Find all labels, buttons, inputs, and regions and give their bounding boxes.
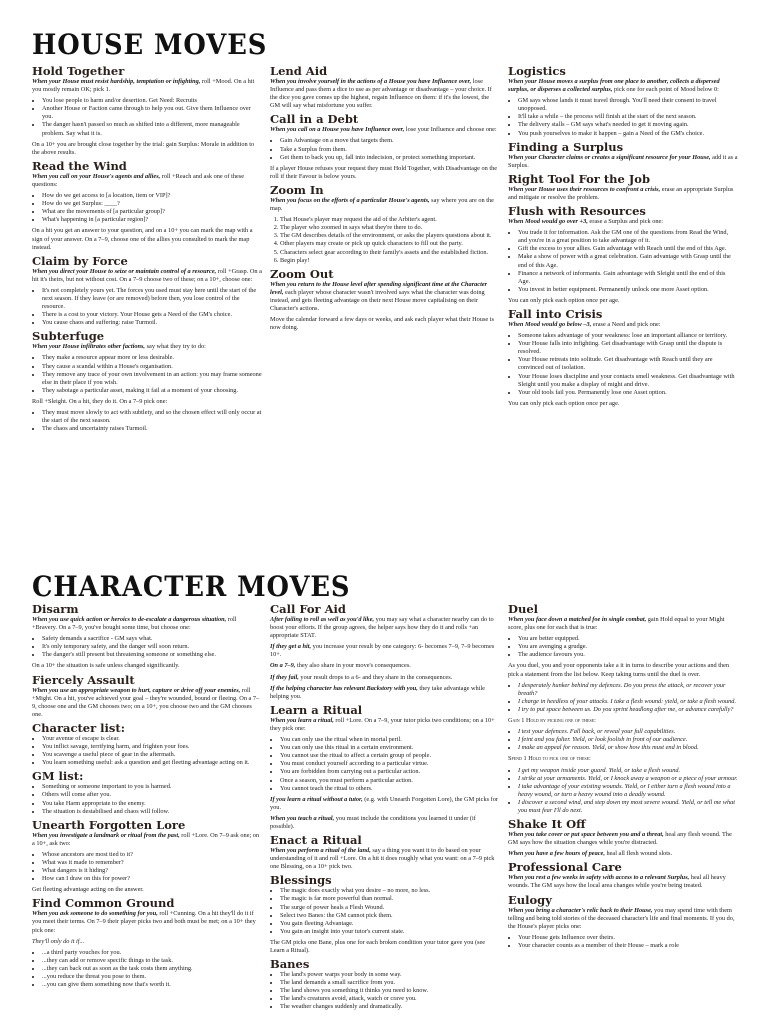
list-item: • They remove any trace of your own involvement in an action: you may frame someone else in their place if you wish. [42, 371, 262, 387]
list-item: • They cause a scandal within a House's organisation. [42, 363, 262, 371]
move-text: As you duel, you and your opponents take a it in turns to describe your actions and then pick a statement from the list below. Keep taking turns until the duel is over. [508, 662, 730, 678]
option-list [518, 682, 738, 714]
move-trigger: On a 7–9, [270, 662, 296, 670]
move-text: You can only pick each option once per age. [508, 399, 620, 407]
option-list [42, 287, 262, 327]
move-text: erase an appropriate Surplus and mitigate or resolve the problem. [508, 185, 734, 201]
list-item: • Your character counts as a member of their House – mark a role [518, 942, 738, 950]
move-trigger: When your House infiltrates other factions, [32, 343, 146, 351]
move-title: Professional Care [508, 860, 622, 875]
move-trigger: When you involve yourself in the actions of a House you have Influence over, [270, 78, 472, 85]
move-text: roll +Grasp. On a hit it's theirs, but not without cost. On a 7–9 choose two of these; on a 10+, choose one: [32, 267, 262, 283]
list-item: • Your avenue of escape is clear. [42, 735, 262, 743]
list-item: • ...they can add or remove specific things to the task. [42, 957, 262, 965]
list-item: • Gift the excess to your allies. Gain advantage with Reach until the end of this Age. [518, 245, 738, 253]
move-trigger: When you teach a ritual, [270, 814, 335, 822]
move-text: roll +Lore. On a 7–9, your tutor picks two conditions; on a 10+ they pick one: [270, 716, 495, 732]
list-item: • How can I draw on this for power? [42, 875, 262, 883]
list-item: • Someone takes advantage of your weakness: lose an important alliance or territory. [518, 332, 738, 340]
list-item: • I get my weapon inside your guard. Yield, or take a flesh wound. [518, 767, 738, 775]
move-title: Fall into Crisis [508, 306, 603, 321]
move-text: erase a Surplus and pick one: [587, 218, 664, 226]
list-item: • You cause chaos and suffering: raise Turmoil. [42, 319, 262, 327]
move-text: you may say what a character nearby can do to boost your efforts. If the group agrees, the helper says how they do it and rolls +an appropriate STAT. [270, 616, 494, 640]
move-text: roll +Cunning. On a hit they'll do it if you meet their terms. On 7–9 their player picks two and both must be met; on a 10+ they pick one: [32, 910, 256, 934]
list-item: • I feint and you falter. Yield, or look foolish in front of our audience. [518, 736, 738, 744]
move-text: On a hit you get an answer to your question, and on a 10+ you can mark the map with a sign of your answer. On a 7–9, choose one of the allies you consulted to mark the map instead. [32, 227, 253, 251]
move-trigger: If they fail, [270, 673, 299, 681]
move-trigger: After failing to roll as well as you'd like, [270, 616, 375, 623]
move-title: Claim by Force [32, 253, 128, 268]
list-title: GM list: [32, 769, 84, 784]
list-item: • What are the movements of [a particular group]? [42, 208, 262, 216]
list-item: • I charge in heedless of your attacks. I take a flesh wound: yield, or take a flesh wound. [518, 698, 738, 706]
move-trigger: If they get a hit, [270, 643, 312, 651]
move-title: Read the Wind [32, 158, 127, 173]
list-item: • The land shows you something it thinks you need to know. [280, 987, 500, 995]
move-title: Lend Aid [270, 64, 328, 78]
move-text: Roll +Sleight. On a hit, they do it. On a 7–9 pick one: [32, 397, 168, 405]
option-list [42, 851, 262, 883]
character-title: CHARACTER MOVES [32, 570, 351, 603]
move-trigger: If the helping character has relevant Backstory with you, [270, 684, 418, 692]
house-col-2 [270, 62, 500, 335]
list-item: • The delivery stalls – GM says what's needed to get it moving again. [518, 121, 738, 129]
move-text: heal any flesh wound. The GM says how the situation changes while you're distracted. [508, 831, 732, 847]
list-item: • Gain Advantage on a move that targets them. [280, 137, 500, 145]
option-list [42, 635, 262, 659]
option-list [518, 728, 738, 752]
move-title: Call in a Debt [270, 112, 359, 127]
move-trigger: When you have a few hours of peace, [508, 850, 605, 858]
list-item: • It'll take a while – the process will finish at the start of the next season. [518, 113, 738, 121]
list-item: • You can only use the ritual when in mortal peril. [280, 736, 500, 744]
move-title: Zoom In [270, 182, 324, 197]
move-text: On a 10+ you are brought close together by the trial: gain Surplus: Morale in addition to the above results. [32, 140, 255, 156]
list-item: • They sabotage a particular asset, making it fail at a moment of your choosing. [42, 387, 262, 395]
move-trigger: When you use quick action or heroics to de-escalate a dangerous situation, [32, 616, 227, 623]
move-title: Learn a Ritual [270, 702, 363, 717]
list-item: • I try to put space between us. Do you sprint headlong after me, or advance carefully? [518, 706, 738, 714]
list-item: • What dangers is it hiding? [42, 867, 262, 875]
list-item: • How do we get access to [a location, item or VIP]? [42, 192, 262, 200]
move-trigger: When you investigate a landmark or ritual from the past, [32, 831, 180, 839]
move-text: add it as a Surplus. [508, 153, 738, 169]
move-text: roll +Lore. On 7–9 ask one; on a 10+, ask two: [32, 831, 260, 847]
sub-label: Gain 1 Hold by picking one of these: [508, 717, 596, 725]
move-trigger: When your Character claims or creates a significant resource for your House, [508, 153, 711, 161]
move-text: You can only pick each option once per age. [508, 296, 620, 304]
char-col-2 [270, 600, 500, 1015]
list-item: • Another House or Faction came through to help you out. Give them Influence over you. [42, 105, 262, 121]
move-title: Logistics [508, 64, 566, 78]
move-trigger: When Mood would go over +3, [508, 218, 588, 226]
list-item: • You push yourselves to make it happen – gain a Need of the GM's choice. [518, 130, 738, 138]
list-item: • You cannot teach the ritual to others. [280, 785, 500, 793]
move-title: Duel [508, 602, 539, 616]
list-item: • Whose ancestors are most tied to it? [42, 851, 262, 859]
list-item: • ...you can give them something now that's worth it. [42, 981, 262, 989]
step-list [280, 216, 500, 265]
move-text: your result drops to a 6- and they share in the consequences. [298, 673, 453, 681]
move-text: they take advantage while helping you. [270, 684, 485, 700]
list-item: • The land demands a small sacrifice from you. [280, 979, 500, 987]
char-col-1 [32, 600, 262, 992]
move-text: they also share in your move's consequences. [295, 662, 411, 670]
list-item: • The land's power warps your body in some way. [280, 971, 500, 979]
move-text: They'll only do it if... [32, 937, 85, 945]
option-list [280, 887, 500, 936]
list-item: • Your old tools fail you. Permanently lose one Asset option. [518, 389, 738, 397]
move-title: Enact a Ritual [270, 833, 362, 848]
move-title: Shake It Off [508, 817, 586, 832]
list-item: • Your House retreats into solitude. Get disadvantage with Reach until they are convinced out of isolation. [518, 356, 738, 372]
list-item: • ...a third party vouches for you. [42, 949, 262, 957]
list-item: • It's not completely yours yet. The forces you used must stay here until the start of the next season. If they leave (or are removed) before then, you lose control of the resource. [42, 287, 262, 311]
move-trigger: When your House moves a surplus from one place to another, collects a dispersed surplus, or disperses a collected surplus, [508, 78, 720, 94]
move-text: roll +Mood. On a hit you mostly remain OK; pick 1. [32, 78, 255, 94]
move-text: you may spend time with them telling and being told stories of the deceased character's life and final moments. If you do, the House's player picks one: [508, 906, 735, 930]
option-list [280, 137, 500, 161]
move-text: you increase your result by one category: 6- becomes 7–9, 7–9 becomes 10+. [270, 643, 495, 659]
house-col-1 [32, 62, 262, 436]
list-item: 6. Begin play! [280, 257, 500, 265]
house-title: HOUSE MOVES [32, 28, 268, 61]
list-item: • You take Harm appropriate to the enemy. [42, 800, 262, 808]
list-item: 2. The player who zoomed in says what they're there to do. [280, 224, 500, 232]
option-list [518, 635, 738, 659]
list-item: • You cannot use the ritual to affect a certain group of people. [280, 752, 500, 760]
char-col-3 [508, 600, 738, 953]
list-title: Character list: [32, 720, 125, 735]
option-list [518, 767, 738, 816]
move-text: If a player House refuses your request they must Hold Together, with Disadvantage on the roll if their Favour is below yours. [270, 164, 498, 180]
list-item: • I discover a second wind, and step down my most severe wound. Yield, or tell me what you must fear I'll do next. [518, 799, 738, 815]
list-item: • The situation is destabilised and chaos will follow. [42, 808, 262, 816]
list-item: • You are avenging a grudge. [518, 643, 738, 651]
list-item: • You can only use this ritual in a certain environment. [280, 744, 500, 752]
option-list [280, 971, 500, 1011]
move-text: The GM picks one Bane, plus one for each broken condition your tutor gave you (see Learn a Ritual). [270, 938, 486, 954]
move-trigger: When you bring a character's relic back to their House, [508, 906, 653, 914]
list-item: 4. Other players may create or pick up quick characters to fill out the party. [280, 240, 500, 248]
list-item: • Take a Surplus from them. [280, 146, 500, 154]
option-list [42, 783, 262, 815]
move-trigger: When you learn a ritual, [270, 716, 334, 724]
list-item: • You gain an insight into your tutor's current state. [280, 928, 500, 936]
list-item: • Once a season, you must perform a particular action. [280, 777, 500, 785]
move-title: Flush with Resources [508, 204, 646, 219]
list-item: • Your House gets Influence over theirs. [518, 934, 738, 942]
list-item: • ...they can back out as soon as the task costs them anything. [42, 965, 262, 973]
list-item: • Get them to back you up, fall into indecision, or protect something important. [280, 154, 500, 162]
move-text: Get fleeting advantage acting on the answer. [32, 886, 144, 894]
move-trigger: When your House uses their resources to confront a crisis, [508, 185, 661, 193]
list-item: • They must move slowly to act with subtlety, and so the chosen effect will only occur at the start of the next season. [42, 409, 262, 425]
move-trigger: When you rest a few weeks in safety with access to a relevant Surplus, [508, 874, 690, 882]
move-trigger: When you ask someone to do something for you, [32, 910, 158, 918]
list-item: • It's only temporary safety, and the danger will soon return. [42, 643, 262, 651]
move-title: Unearth Forgotten Lore [32, 817, 186, 832]
option-list [518, 229, 738, 294]
move-trigger: When you call on a House you have Influence over, [270, 126, 405, 134]
move-title: Find Common Ground [32, 896, 175, 911]
move-trigger: When you direct your House to seize or maintain control of a resource, [32, 267, 217, 275]
move-trigger: When you call on your House's agents and allies, [32, 172, 161, 180]
list-item: 5. Characters select gear according to their family's assets and the established fiction. [280, 249, 500, 257]
move-text: heal all heavy wounds. The GM says how the local area changes while you're being treated. [508, 874, 726, 890]
list-item: • What's happening in [a particular region]? [42, 216, 262, 224]
move-trigger: When Mood would go below –3, [508, 320, 592, 328]
move-trigger: When you focus on the efforts of a particular House's agents, [270, 196, 430, 204]
list-item: • You are better equipped. [518, 635, 738, 643]
option-list [42, 354, 262, 394]
move-title: Hold Together [32, 64, 125, 78]
option-list [518, 97, 738, 137]
house-col-3 [508, 62, 738, 411]
move-trigger: When you use an appropriate weapon to hurt, capture or drive off your enemies, [32, 686, 241, 694]
move-title: Disarm [32, 602, 79, 616]
move-text: you must include the conditions you learned it under (if possible). [270, 814, 476, 830]
list-item: • The land's creatures avoid, attack, watch or crave you. [280, 995, 500, 1003]
sub-label: Spend 1 Hold to pick one of these: [508, 755, 591, 763]
option-list [42, 735, 262, 767]
move-text: lose Influence and pass them a dice to use as per advantage or disadvantage – your choice. If the dice you gave comes up the highest, regain Influence on them: if it's the lowest, the GM will say what misfortune you suffer. [270, 78, 492, 110]
list-item: • You lose people to harm and/or desertion. Get Need: Recruits [42, 97, 262, 105]
option-list [42, 409, 262, 433]
list-item: • Make a show of power with a great celebration. Gain advantage with Grasp until the end of this Age. [518, 253, 738, 269]
move-text: say what they try to do: [145, 343, 206, 351]
list-item: • I take advantage of your existing wounds. Yield, or I either turn a flesh wound into a heavy wound, or turn a heavy wound into a deadly wound. [518, 783, 738, 799]
list-item: • You learn something useful: ask a question and get fleeting advantage acting on it. [42, 759, 262, 767]
move-text: pick one for each point of Mood below 0: [612, 86, 719, 94]
list-item: • You invest in better equipment. Permanently unlock one more Asset option. [518, 286, 738, 294]
list-item: • Select two Banes: the GM cannot pick them. [280, 912, 500, 920]
list-item: • You scavenge a useful piece of gear in the aftermath. [42, 751, 262, 759]
option-list [42, 97, 262, 137]
move-title: Fiercely Assault [32, 672, 135, 687]
list-item: • GM says whose lands it must travel through. You'll need their consent to travel unopposed. [518, 97, 738, 113]
move-text: roll +Might. On a hit, you've achieved your goal – they're wounded, bound or fleeing. On a 7–9, choose one and the GM chooses two; on a 10+, you choose two and the GM chooses one. [32, 686, 260, 718]
list-item: • I desperately hunker behind my defences. Do you press the attack, or recover your breath? [518, 682, 738, 698]
list-item: 3. The GM describes details of the environment, or asks the players questions about it. [280, 232, 500, 240]
list-item: • The danger's still present but threatening someone or something else. [42, 651, 262, 659]
list-item: • I strike at your armaments. Yield, or I knock away a weapon or a piece of your armour. [518, 775, 738, 783]
list-item: • You trade it for information. Ask the GM one of the questions from Read the Wind, and you're in a great position to take advantage of it. [518, 229, 738, 245]
list-item: • The surge of power heals a Flesh Wound. [280, 904, 500, 912]
list-item: • Finance a network of informants. Gain advantage with Sleight until the end of this Age. [518, 270, 738, 286]
move-trigger: When you face down a matched foe in single combat, [508, 616, 647, 623]
move-text: roll +Reach and ask one of these questions: [32, 172, 245, 188]
list-item: • You gain fleeting Advantage. [280, 920, 500, 928]
move-title: Right Tool For the Job [508, 171, 651, 186]
list-item: • What was it made to remember? [42, 859, 262, 867]
list-item: • Your House falls into infighting. Get disadvantage with Grasp until the dispute is resolved. [518, 340, 738, 356]
list-item: • Something or someone important to you is harmed. [42, 783, 262, 791]
move-text: On a 10+ the situation is safe unless changed significantly. [32, 662, 180, 670]
list-item: • They make a resource appear more or less desirable. [42, 354, 262, 362]
move-text: Move the calendar forward a few days or weeks, and ask each player what their House is now doing. [270, 316, 494, 332]
move-text: (e.g. with Unearth Forgotten Lore), the GM picks for you. [270, 795, 498, 811]
list-item: • I make an appeal for reason. Yield, or show how this must end in blood. [518, 744, 738, 752]
move-title: Finding a Surplus [508, 139, 624, 154]
move-trigger: If you learn a ritual without a tutor, [270, 795, 363, 803]
list-item: • You are forbidden from carrying out a particular action. [280, 768, 500, 776]
list-item: • The magic does exactly what you desire – no more, no less. [280, 887, 500, 895]
move-text: lose your Influence and choose one: [404, 126, 497, 134]
list-title: Blessings [270, 873, 332, 888]
list-item: • The danger hasn't passed so much as shifted into a different, more manageable problem. Say what it is. [42, 121, 262, 137]
option-list [42, 949, 262, 989]
list-item: • Others will come after you. [42, 791, 262, 799]
move-trigger: When you take cover or put space between you and a threat, [508, 831, 664, 839]
move-title: Zoom Out [270, 266, 334, 281]
list-item: • You must conduct yourself according to a particular virtue. [280, 760, 500, 768]
list-item: • You inflict savage, terrifying harm, and frighten your foes. [42, 743, 262, 751]
option-list [42, 192, 262, 224]
list-item: • The chaos and uncertainty raises Turmoil. [42, 425, 262, 433]
move-title: Call For Aid [270, 602, 346, 616]
option-list [518, 332, 738, 397]
list-title: Banes [270, 957, 310, 972]
option-list [518, 934, 738, 950]
list-item: • Safety demands a sacrifice - GM says what. [42, 635, 262, 643]
move-text: erase a Need and pick one: [591, 320, 661, 328]
move-text: heal all flesh wound slots. [604, 850, 673, 858]
move-text: gain Hold equal to your Might score, plus one for each that is true: [508, 616, 725, 632]
list-item: 1. That House's player may request the aid of the Arbiter's agent. [280, 216, 500, 224]
move-trigger: When your House must resist hardship, temptation or infighting, [32, 78, 201, 85]
move-title: Subterfuge [32, 329, 105, 344]
move-text: roll +Bravery. On a 7–9, you've bought some time, but choose one: [32, 616, 237, 632]
option-list [280, 736, 500, 793]
list-item: • Your House loses discipline and your contacts smell weakness. Get disadvantage with Sleight until you make a display of might and drive. [518, 373, 738, 389]
list-item: • The audience favours you. [518, 651, 738, 659]
move-title: Eulogy [508, 892, 552, 907]
list-item: • ...you reduce the threat you pose to them. [42, 973, 262, 981]
list-item: • How do we get Surplus: ____? [42, 200, 262, 208]
move-text: say a thing you want it to do based on your understanding of it and roll +Lore. On a hit it does roughly what you want: on a 7–9 pick one Blessing, on a 10+ pick two. [270, 847, 495, 871]
move-text: each player whose character wasn't involved says what the character was doing instead, and gets fleeting advantage on their next House move capitalising on their Character's actions. [270, 288, 485, 312]
list-item: • The weather changes suddenly and dramatically. [280, 1003, 500, 1011]
list-item: • The magic is far more powerful than normal. [280, 895, 500, 903]
list-item: • I test your defences. Fall back, or reveal your full capabilities. [518, 728, 738, 736]
move-text: say where you are on the map. [270, 196, 494, 213]
move-trigger: When you perform a ritual of the land, [270, 847, 371, 855]
move-trigger: When you return to the House level after spending significant time at the Character level, [270, 280, 488, 296]
list-item: • There is a cost to your victory. Your House gets a Need of the GM's choice. [42, 311, 262, 319]
